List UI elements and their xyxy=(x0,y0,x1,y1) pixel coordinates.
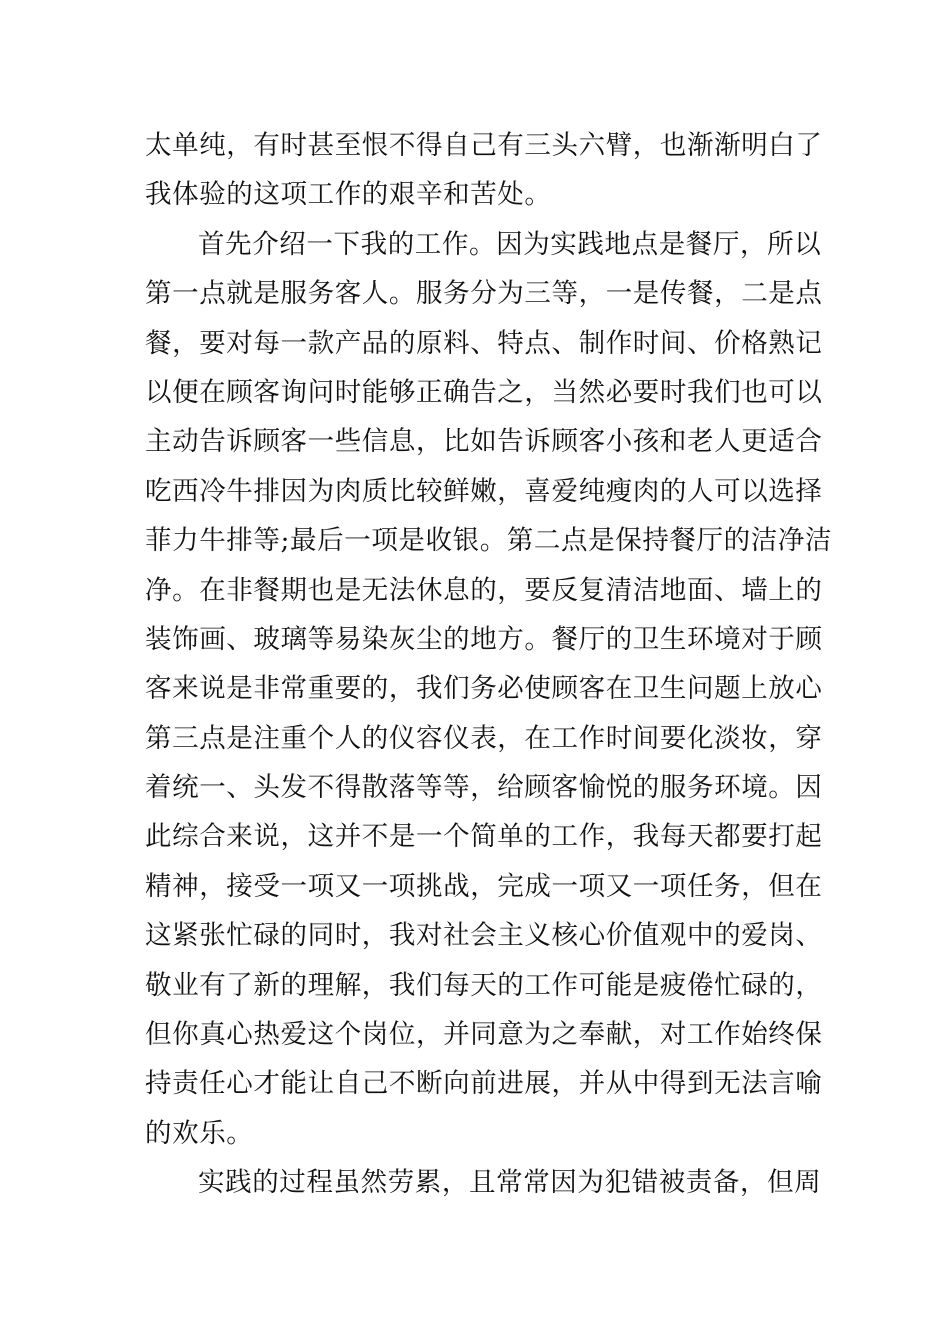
text-line: 精神，接受一项又一项挑战，完成一项又一项任务，但在 xyxy=(145,870,823,902)
text-line: 第一点就是服务客人。服务分为三等，一是传餐，二是点 xyxy=(145,278,823,310)
text-line: 敬业有了新的理解，我们每天的工作可能是疲倦忙碌的， xyxy=(145,969,823,1001)
document-body xyxy=(145,121,833,1208)
text-line: 客来说是非常重要的，我们务必使顾客在卫生问题上放心 xyxy=(145,673,823,705)
text-line: 我体验的这项工作的艰辛和苦处。 xyxy=(145,179,552,211)
text-line: 这紧张忙碌的同时，我对社会主义核心价值观中的爱岗、 xyxy=(145,920,823,952)
text-line: 吃西冷牛排因为肉质比较鲜嫩，喜爱纯瘦肉的人可以选择 xyxy=(145,475,823,507)
text-line: 主动告诉顾客一些信息，比如告诉顾客小孩和老人更适合 xyxy=(145,426,823,458)
text-line: 的欢乐。 xyxy=(145,1117,254,1149)
text-line: 装饰画、玻璃等易染灰尘的地方。餐厅的卫生环境对于顾 xyxy=(145,623,823,655)
text-line: 以便在顾客询问时能够正确告之，当然必要时我们也可以 xyxy=(145,376,823,408)
text-line: 着统一、头发不得散落等等，给顾客愉悦的服务环境。因 xyxy=(145,772,823,804)
paragraph-start-line: 实践的过程虽然劳累，且常常因为犯错被责备，但周 xyxy=(198,1167,822,1199)
text-line: 持责任心才能让自己不断向前进展，并从中得到无法言喻 xyxy=(145,1068,823,1100)
paragraph-start-line: 首先介绍一下我的工作。因为实践地点是餐厅，所以 xyxy=(198,228,822,260)
text-line: 菲力牛排等;最后一项是收银。第二点是保持餐厅的洁净洁 xyxy=(145,525,833,557)
text-line: 太单纯，有时甚至恨不得自己有三头六臂，也渐渐明白了 xyxy=(145,130,823,161)
text-line: 此综合来说，这并不是一个简单的工作，我每天都要打起 xyxy=(145,821,823,853)
text-line: 第三点是注重个人的仪容仪表，在工作时间要化淡妆，穿 xyxy=(145,722,823,754)
text-line: 净。在非餐期也是无法休息的，要反复清洁地面、墙上的 xyxy=(145,574,823,606)
text-line: 餐，要对每一款产品的原料、特点、制作时间、价格熟记 xyxy=(145,327,823,359)
text-line: 但你真心热爱这个岗位，并同意为之奉献，对工作始终保 xyxy=(145,1019,823,1051)
